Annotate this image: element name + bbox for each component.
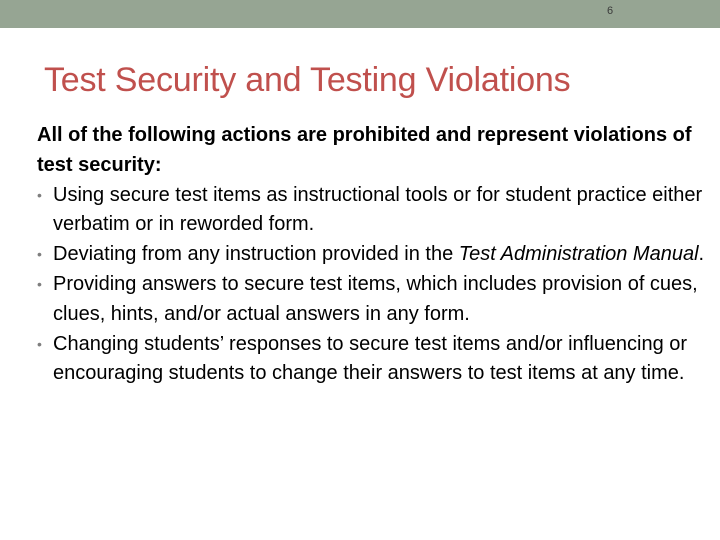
bullet-text: Changing students’ responses to secure test items and/or influencing or encouraging students to change their answers to test items at any time. [53,332,688,385]
bullet-item-providing-answers [37,270,707,330]
bullet-item-deviating [37,240,707,270]
bullet-icon: • [37,275,42,292]
bullet-text: Deviating from any instruction provided in the [53,243,459,266]
slide-title: Test Security and Testing Violations [44,61,571,99]
bullet-item-secure-items [37,181,707,241]
slide-number: 6 [606,5,614,17]
bullet-icon: • [37,246,42,263]
bullet-item-changing-responses [37,330,707,390]
slide-content [37,121,707,389]
bullet-text-end: . [698,243,705,266]
bullet-text: Providing answers to secure test items, which includes provision of cues, clues, hints, and/or actual answers in any form. [53,272,698,325]
bullet-list [37,181,707,390]
bullet-icon: • [37,335,42,352]
manual-title: Test Administration Manual [458,243,699,266]
bullet-icon: • [37,186,42,203]
intro-text: All of the following actions are prohibited and represent violations of test security: [37,124,692,176]
bullet-text: Using secure test items as instructional tools or for student practice either verbatim or in reworded form. [53,183,703,236]
